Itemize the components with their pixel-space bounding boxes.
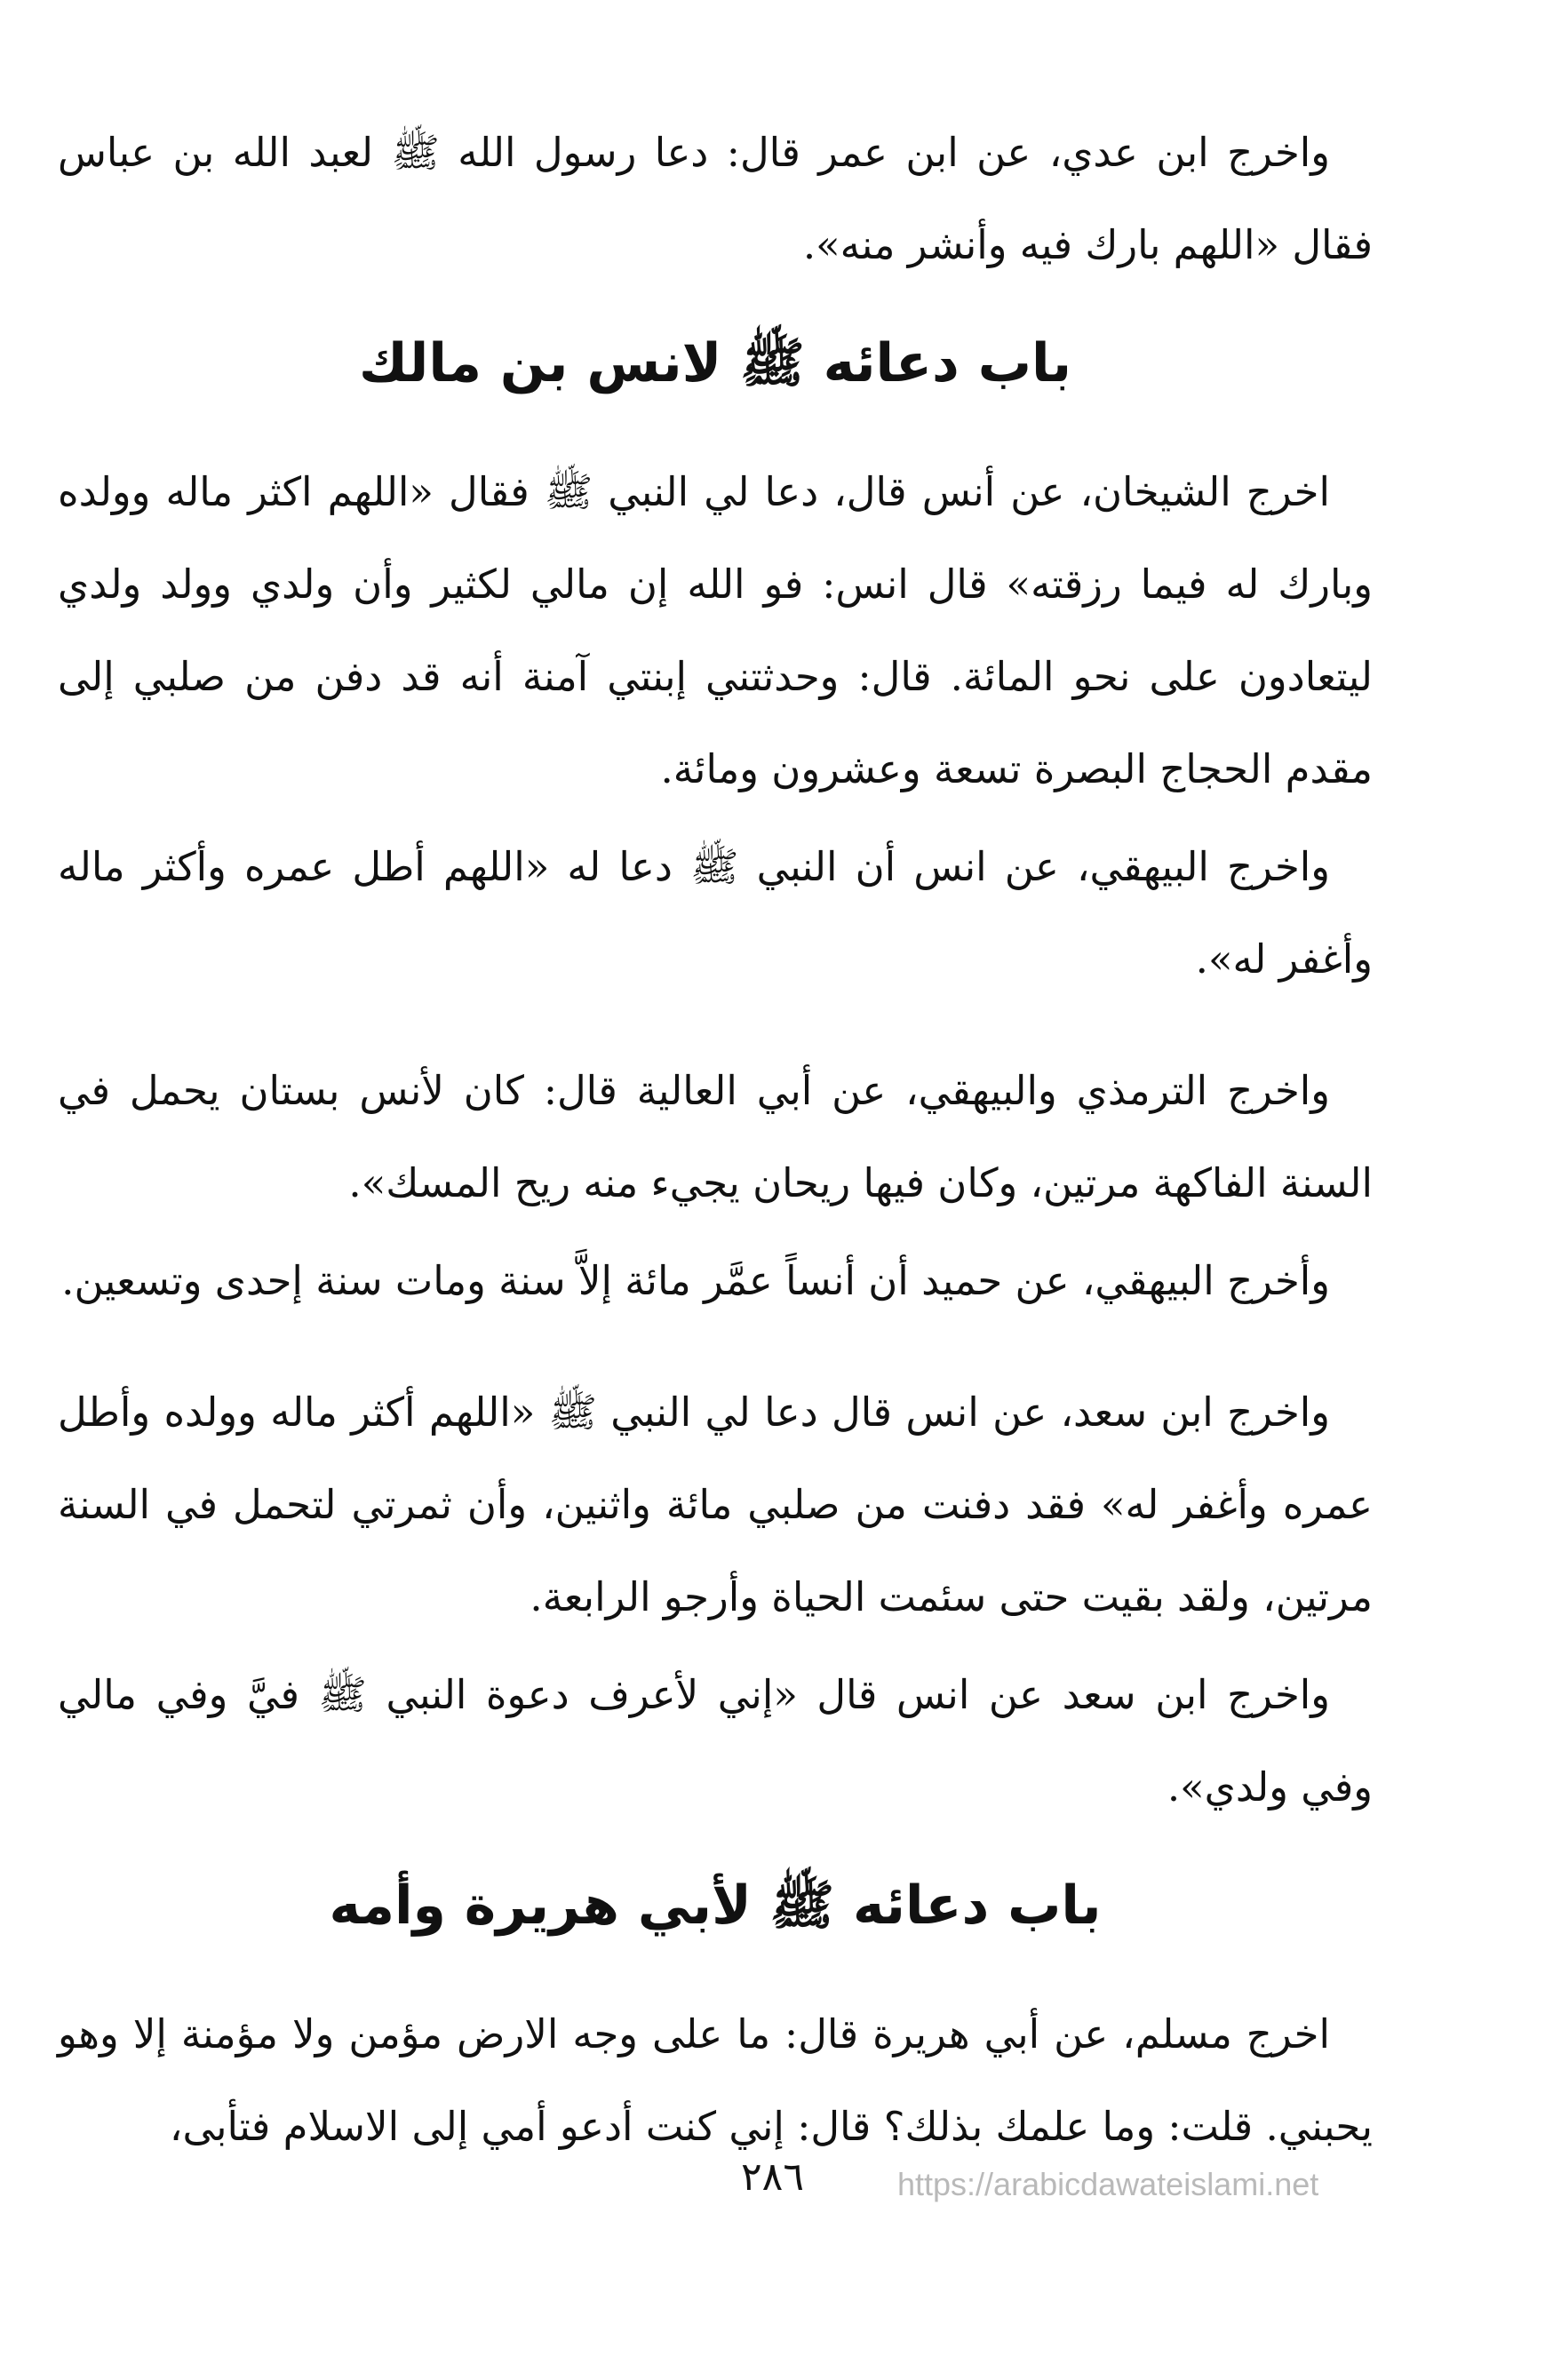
page-body <box>58 107 1373 2239</box>
paragraph-muslim-abu-hurayra: اخرج مسلم، عن أبي هريرة قال: ما على وجه الارض مؤمن ولا مؤمنة إلا وهو يحبني. قلت: وما علمك بذلك؟ قال: إني كنت أدعو أمي إلى الاسلام فتأبى، <box>58 2010 1373 2150</box>
paragraph-shaykhan-anas: اخرج الشيخان، عن أنس قال، دعا لي النبي ﷺ فقال «اللهم اكثر ماله وولده وبارك له فيما رزقته» قال انس: فو الله إن مالي لكثير وأن ولدي وولد ولدي ليتعادون على نحو المائة. قال: وحدثتني إبنتي آمنة أنه قد دفن من صلبي إلى مقدم الحجاج البصرة تسعة وعشرون ومائة. <box>58 468 1373 792</box>
paragraph-tirmidhi-bayhaqi: واخرج الترمذي والبيهقي، عن أبي العالية قال: كان لأنس بستان يحمل في السنة الفاكهة مرتين، وكان فيها ريحان يجيء منه ريح المسك». <box>58 1067 1373 1206</box>
paragraph-ibn-saad-2: واخرج ابن سعد عن انس قال «إني لأعرف دعوة النبي ﷺ فيَّ وفي مالي وفي ولدي». <box>58 1671 1373 1811</box>
heading-anas-bin-malik: باب دعائه ﷺ لانس بن مالك <box>358 332 1072 394</box>
paragraph-bayhaqi-humayd: وأخرج البيهقي، عن حميد أن أنساً عمَّر مائة إلاَّ سنة ومات سنة إحدى وتسعين. <box>61 1257 1330 1304</box>
paragraph-ibn-saad-1: واخرج ابن سعد، عن انس قال دعا لي النبي ﷺ «اللهم أكثر ماله وولده وأطل عمره وأغفر له» فقد دفنت من صلبي مائة واثنين، وأن ثمرتي لتحمل في السنة مرتين، ولقد بقيت حتى سئمت الحياة وأرجو الرابعة. <box>58 1389 1373 1620</box>
watermark-url: https://arabicdawateislami.net <box>897 2166 1319 2202</box>
paragraph-ibn-adi: واخرج ابن عدي، عن ابن عمر قال: دعا رسول الله ﷺ لعبد الله بن عباس فقال «اللهم بارك فيه وأنشر منه». <box>58 129 1373 268</box>
heading-abu-hurayra: باب دعائه ﷺ لأبي هريرة وأمه <box>329 1875 1102 1937</box>
page-number: ٢٨٦ <box>741 2154 804 2200</box>
paragraph-bayhaqi-anas: واخرج البيهقي، عن انس أن النبي ﷺ دعا له «اللهم أطل عمره وأكثر ماله وأغفر له». <box>58 843 1373 983</box>
